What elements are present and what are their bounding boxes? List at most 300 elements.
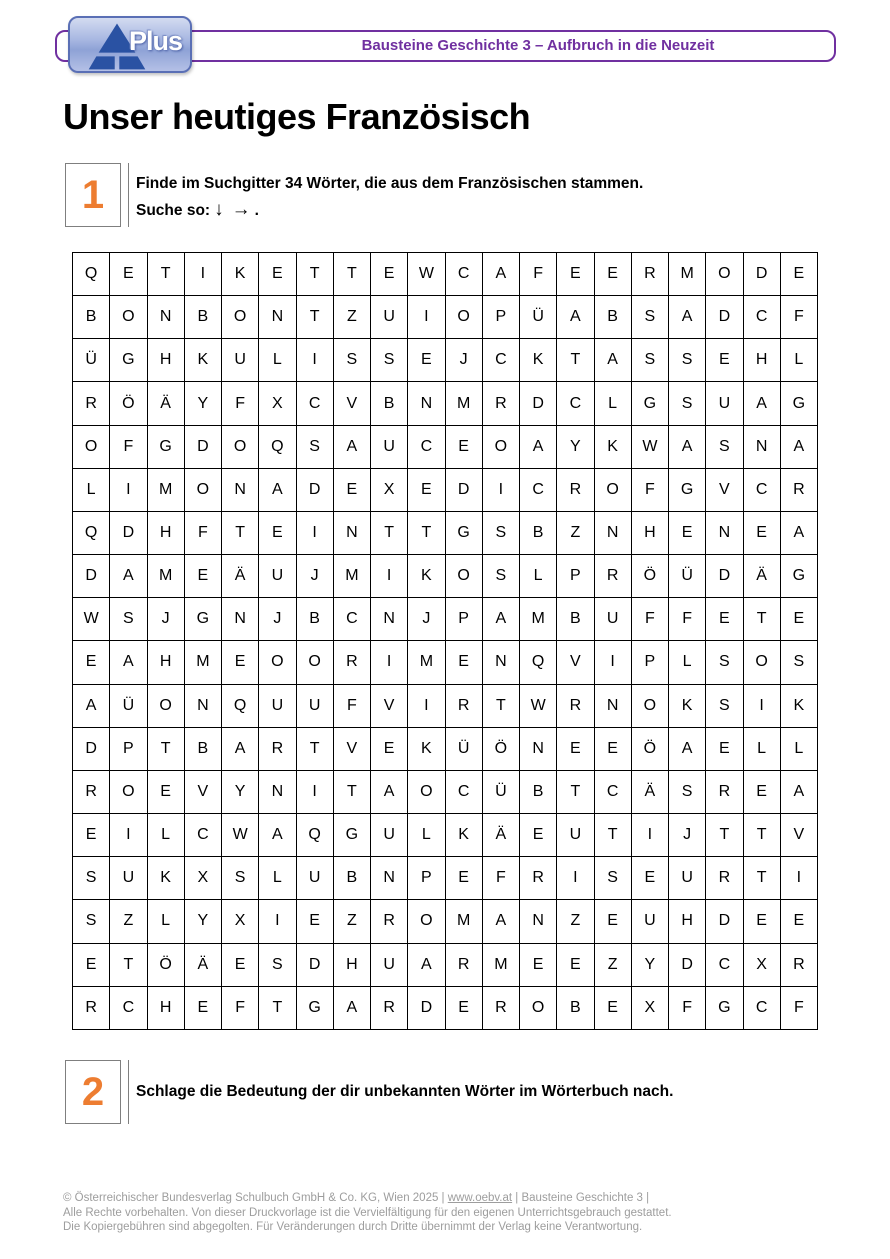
grid-cell: S [669,770,706,813]
grid-cell: E [445,641,482,684]
grid-cell: S [110,598,147,641]
grid-cell: O [743,641,780,684]
grid-cell: I [482,468,519,511]
grid-cell: E [73,641,110,684]
grid-cell: P [557,555,594,598]
grid-cell: S [631,339,668,382]
task-2-divider [128,1060,129,1124]
grid-cell: G [669,468,706,511]
grid-cell: G [110,339,147,382]
arrow-down-icon: ↓ [214,199,224,220]
grid-cell: Ä [482,814,519,857]
grid-cell: R [482,382,519,425]
grid-cell: A [780,425,817,468]
grid-cell: U [296,857,333,900]
grid-cell: T [706,814,743,857]
grid-cell: G [147,425,184,468]
grid-cell: A [669,727,706,770]
grid-cell: A [110,555,147,598]
grid-cell: A [110,641,147,684]
grid-cell: O [110,296,147,339]
grid-cell: E [408,468,445,511]
grid-cell: I [296,339,333,382]
grid-cell: N [371,857,408,900]
grid-cell: M [520,598,557,641]
grid-cell: S [371,339,408,382]
grid-cell: C [445,770,482,813]
grid-cell: B [296,598,333,641]
grid-cell: N [743,425,780,468]
grid-cell: K [222,253,259,296]
grid-cell: N [259,296,296,339]
grid-cell: Z [110,900,147,943]
task-1-number: 1 [81,172,105,217]
grid-cell: P [631,641,668,684]
grid-cell: A [520,425,557,468]
grid-cell: L [259,339,296,382]
grid-cell: D [706,555,743,598]
grid-cell: M [333,555,370,598]
grid-cell: F [110,425,147,468]
grid-cell: A [557,296,594,339]
grid-cell: O [408,900,445,943]
grid-cell: F [222,382,259,425]
grid-cell: E [706,339,743,382]
grid-cell: U [259,555,296,598]
grid-cell: H [743,339,780,382]
grid-cell: F [222,986,259,1029]
grid-cell: A [73,684,110,727]
grid-cell: R [73,382,110,425]
grid-cell: E [371,727,408,770]
grid-cell: I [184,253,221,296]
grid-row [73,339,818,382]
grid-cell: C [594,770,631,813]
grid-cell: S [706,684,743,727]
grid-cell: C [706,943,743,986]
grid-cell: L [73,468,110,511]
grid-cell: M [147,555,184,598]
grid-cell: H [147,339,184,382]
grid-cell: N [371,598,408,641]
grid-cell: E [222,641,259,684]
grid-cell: R [594,555,631,598]
grid-cell: O [296,641,333,684]
grid-cell: D [520,382,557,425]
grid-cell: U [371,296,408,339]
grid-cell: T [482,684,519,727]
grid-cell: S [73,857,110,900]
grid-cell: Ü [73,339,110,382]
grid-cell: X [371,468,408,511]
task-2-number-box [65,1060,121,1124]
grid-cell: I [371,641,408,684]
grid-cell: T [147,727,184,770]
grid-cell: E [594,253,631,296]
grid-cell: G [706,986,743,1029]
grid-cell: E [408,339,445,382]
grid-cell: Ä [631,770,668,813]
grid-cell: N [594,511,631,554]
grid-cell: L [780,727,817,770]
grid-cell: A [482,598,519,641]
grid-row [73,857,818,900]
grid-cell: C [110,986,147,1029]
grid-cell: F [333,684,370,727]
grid-cell: E [445,425,482,468]
grid-cell: F [669,598,706,641]
grid-cell: N [184,684,221,727]
grid-cell: R [631,253,668,296]
grid-cell: Ä [147,382,184,425]
grid-cell: N [147,296,184,339]
grid-cell: I [408,684,445,727]
grid-cell: C [482,339,519,382]
grid-cell: L [259,857,296,900]
grid-cell: N [520,900,557,943]
grid-cell: J [296,555,333,598]
grid-cell: O [147,684,184,727]
grid-cell: F [780,986,817,1029]
grid-cell: E [445,986,482,1029]
grid-cell: L [147,814,184,857]
grid-cell: E [594,986,631,1029]
grid-cell: X [631,986,668,1029]
grid-cell: A [780,770,817,813]
grid-cell: U [557,814,594,857]
grid-cell: E [333,468,370,511]
footer-copyright [63,1191,672,1235]
grid-row [73,425,818,468]
grid-cell: N [408,382,445,425]
grid-cell: I [408,296,445,339]
grid-cell: A [743,382,780,425]
grid-cell: A [222,727,259,770]
grid-cell: W [520,684,557,727]
grid-cell: E [259,253,296,296]
grid-cell: O [110,770,147,813]
grid-cell: A [482,900,519,943]
grid-cell: K [408,727,445,770]
grid-cell: O [408,770,445,813]
grid-cell: B [520,770,557,813]
grid-cell: U [371,814,408,857]
grid-cell: S [669,382,706,425]
grid-cell: W [408,253,445,296]
grid-cell: B [371,382,408,425]
grid-cell: T [743,598,780,641]
grid-row [73,468,818,511]
grid-cell: E [780,900,817,943]
grid-cell: S [594,857,631,900]
grid-cell: R [706,857,743,900]
grid-cell: E [371,253,408,296]
grid-cell: N [706,511,743,554]
grid-cell: Z [333,900,370,943]
grid-cell: D [296,943,333,986]
grid-cell: G [780,382,817,425]
grid-row [73,814,818,857]
grid-cell: S [780,641,817,684]
grid-cell: H [631,511,668,554]
grid-cell: E [706,727,743,770]
grid-cell: D [445,468,482,511]
grid-cell: E [557,943,594,986]
grid-cell: D [706,296,743,339]
grid-cell: E [147,770,184,813]
grid-cell: Q [520,641,557,684]
footer-line-1: © Österreichischer Bundesverlag Schulbuch GmbH & Co. KG, Wien 2025 | www.oebv.at | Bausteine Geschichte 3 | [63,1192,650,1204]
grid-cell: V [333,382,370,425]
oebv-link[interactable]: www.oebv.at [447,1192,513,1204]
header-banner-title: Bausteine Geschichte 3 – Aufbruch in die Neuzeit [361,37,715,54]
grid-row [73,555,818,598]
grid-cell: H [333,943,370,986]
grid-cell: T [222,511,259,554]
grid-cell: T [147,253,184,296]
grid-cell: C [296,382,333,425]
grid-cell: D [408,986,445,1029]
grid-cell: Ä [222,555,259,598]
grid-cell: G [445,511,482,554]
grid-cell: C [557,382,594,425]
grid-cell: Ä [743,555,780,598]
grid-cell: I [743,684,780,727]
grid-cell: H [147,986,184,1029]
publisher-logo [68,16,192,73]
grid-cell: Y [631,943,668,986]
grid-cell: K [594,425,631,468]
grid-cell: Ü [482,770,519,813]
grid-cell: I [296,511,333,554]
grid-cell: F [184,511,221,554]
grid-cell: C [408,425,445,468]
grid-cell: E [184,555,221,598]
grid-cell: E [780,598,817,641]
grid-cell: I [110,468,147,511]
grid-row [73,900,818,943]
grid-cell: E [743,900,780,943]
grid-cell: F [482,857,519,900]
grid-cell: C [333,598,370,641]
grid-cell: K [147,857,184,900]
grid-cell: R [520,857,557,900]
grid-cell: S [333,339,370,382]
grid-cell: R [780,943,817,986]
grid-cell: U [371,425,408,468]
grid-cell: E [706,598,743,641]
grid-cell: S [669,339,706,382]
grid-cell: T [333,770,370,813]
grid-cell: X [184,857,221,900]
grid-cell: A [780,511,817,554]
grid-cell: O [594,468,631,511]
footer-line-3: Die Kopiergebühren sind abgegolten. Für Veränderungen durch Dritte übernimmt der Verlag keine Verantwortung. [63,1221,643,1233]
grid-cell: E [445,857,482,900]
grid-cell: L [520,555,557,598]
grid-cell: Z [557,900,594,943]
grid-cell: U [669,857,706,900]
task-1-instruction [136,171,643,224]
grid-cell: L [594,382,631,425]
grid-cell: T [296,253,333,296]
grid-cell: S [296,425,333,468]
grid-cell: M [184,641,221,684]
grid-cell: I [371,555,408,598]
grid-cell: P [445,598,482,641]
grid-cell: M [445,900,482,943]
grid-cell: R [482,986,519,1029]
grid-cell: E [557,727,594,770]
grid-cell: E [110,253,147,296]
grid-cell: M [147,468,184,511]
grid-cell: J [408,598,445,641]
grid-cell: N [520,727,557,770]
grid-cell: O [520,986,557,1029]
grid-cell: W [222,814,259,857]
grid-cell: N [222,468,259,511]
grid-cell: N [482,641,519,684]
grid-cell: B [73,296,110,339]
footer-line-2: Alle Rechte vorbehalten. Von dieser Druckvorlage ist die Vervielfältigung für den eigenen Unterrichtsgebrauch gestattet. [63,1206,672,1219]
grid-cell: U [594,598,631,641]
grid-row [73,511,818,554]
grid-cell: V [333,727,370,770]
grid-cell: E [73,943,110,986]
grid-cell: R [780,468,817,511]
grid-cell: E [743,511,780,554]
grid-cell: V [371,684,408,727]
grid-cell: E [520,943,557,986]
grid-cell: B [557,598,594,641]
grid-cell: Y [222,770,259,813]
grid-cell: A [259,814,296,857]
grid-cell: T [408,511,445,554]
word-search-grid [72,252,818,1030]
grid-cell: W [73,598,110,641]
grid-cell: D [184,425,221,468]
grid-cell: T [743,857,780,900]
grid-cell: G [631,382,668,425]
grid-cell: E [222,943,259,986]
grid-cell: Z [333,296,370,339]
grid-cell: F [520,253,557,296]
grid-cell: J [147,598,184,641]
grid-cell: Ö [631,555,668,598]
grid-cell: L [780,339,817,382]
grid-cell: T [594,814,631,857]
grid-cell: A [333,986,370,1029]
grid-cell: Ö [631,727,668,770]
grid-cell: L [669,641,706,684]
grid-cell: V [557,641,594,684]
grid-row [73,641,818,684]
grid-cell: F [631,468,668,511]
grid-cell: U [631,900,668,943]
grid-cell: Ü [110,684,147,727]
grid-cell: D [296,468,333,511]
grid-cell: D [110,511,147,554]
grid-cell: D [73,727,110,770]
grid-cell: Ü [445,727,482,770]
grid-cell: A [259,468,296,511]
grid-cell: T [296,296,333,339]
grid-cell: C [184,814,221,857]
grid-cell: T [557,339,594,382]
grid-cell: L [743,727,780,770]
grid-cell: K [184,339,221,382]
grid-cell: V [706,468,743,511]
grid-cell: Q [73,511,110,554]
grid-cell: O [706,253,743,296]
grid-cell: Ö [482,727,519,770]
grid-cell: A [333,425,370,468]
grid-cell: C [743,986,780,1029]
grid-cell: R [706,770,743,813]
grid-cell: E [520,814,557,857]
grid-cell: U [296,684,333,727]
task-1-number-box [65,163,121,227]
grid-cell: O [222,425,259,468]
grid-cell: Q [296,814,333,857]
grid-cell: F [669,986,706,1029]
grid-cell: M [482,943,519,986]
grid-cell: R [445,943,482,986]
grid-cell: Q [73,253,110,296]
grid-cell: I [631,814,668,857]
grid-row [73,684,818,727]
grid-cell: Q [222,684,259,727]
grid-cell: B [333,857,370,900]
grid-cell: C [743,468,780,511]
grid-cell: K [669,684,706,727]
grid-cell: R [333,641,370,684]
grid-cell: K [408,555,445,598]
grid-cell: M [669,253,706,296]
grid-cell: Ö [110,382,147,425]
grid-cell: K [520,339,557,382]
grid-cell: A [669,425,706,468]
grid-cell: G [333,814,370,857]
grid-cell: I [594,641,631,684]
grid-cell: T [259,986,296,1029]
grid-cell: S [706,425,743,468]
grid-cell: X [743,943,780,986]
grid-cell: A [594,339,631,382]
grid-cell: U [259,684,296,727]
grid-cell: A [669,296,706,339]
task-1-divider [128,163,129,227]
grid-row [73,296,818,339]
task-2-number: 2 [81,1069,105,1114]
grid-cell: L [147,900,184,943]
grid-cell: I [110,814,147,857]
grid-cell: R [371,900,408,943]
grid-cell: E [631,857,668,900]
grid-cell: H [147,641,184,684]
grid-row [73,598,818,641]
grid-cell: N [333,511,370,554]
grid-cell: Ä [184,943,221,986]
grid-cell: B [184,727,221,770]
arrow-right-icon: → [231,199,251,220]
grid-cell: E [780,253,817,296]
grid-cell: R [557,468,594,511]
grid-cell: S [222,857,259,900]
grid-cell: B [184,296,221,339]
grid-cell: O [222,296,259,339]
grid-cell: W [631,425,668,468]
